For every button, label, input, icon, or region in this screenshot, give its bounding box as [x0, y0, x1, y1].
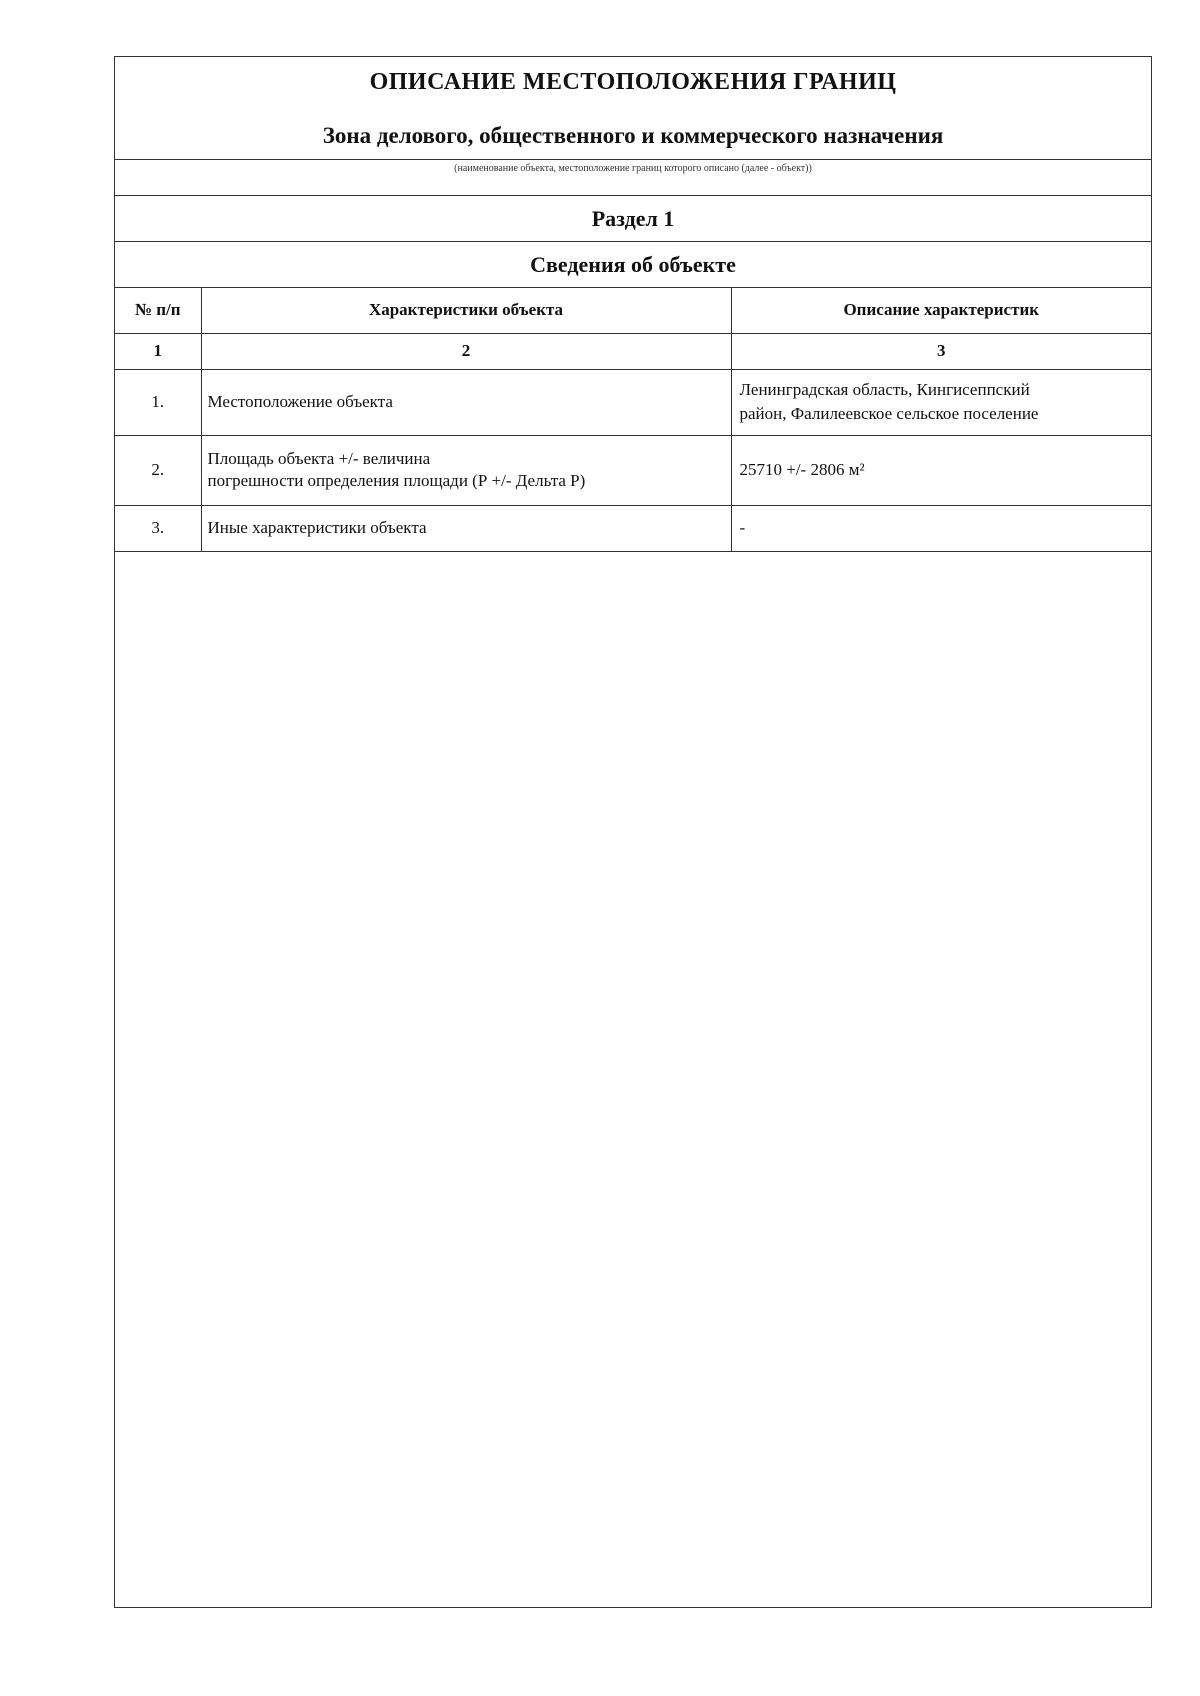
- section-title: Раздел 1: [115, 196, 1151, 242]
- row-num: 2.: [115, 435, 201, 505]
- row-description-line: район, Фалилеевское сельское поселение: [739, 404, 1039, 423]
- title-block: [115, 57, 1151, 160]
- row-description: -: [731, 505, 1151, 551]
- object-info-table: [115, 288, 1151, 552]
- table-row: [115, 435, 1151, 505]
- object-caption: (наименование объекта, местоположение границ которого описано (далее - объект)): [454, 163, 812, 174]
- document-page: [114, 56, 1152, 1608]
- row-characteristic-line: погрешности определения площади (Р +/- Дельта Р): [207, 471, 586, 490]
- row-description-line: Ленинградская область, Кингисеппский: [739, 380, 1030, 399]
- column-index-characteristic: 2: [201, 333, 731, 369]
- column-index-row: [115, 333, 1151, 369]
- row-num: 1.: [115, 369, 201, 435]
- row-characteristic: [201, 435, 731, 505]
- column-index-description: 3: [731, 333, 1151, 369]
- row-characteristic-line: Площадь объекта +/- величина: [207, 449, 431, 468]
- object-name: Зона делового, общественного и коммерческого назначения: [322, 123, 944, 148]
- header-num: № п/п: [115, 288, 201, 333]
- row-characteristic: Иные характеристики объекта: [201, 505, 731, 551]
- row-description: [731, 369, 1151, 435]
- table-header-row: [115, 288, 1151, 333]
- table-row: [115, 369, 1151, 435]
- column-index-num: 1: [115, 333, 201, 369]
- header-description: Описание характеристик: [731, 288, 1151, 333]
- row-num: 3.: [115, 505, 201, 551]
- section-subtitle: Сведения об объекте: [115, 242, 1151, 288]
- row-characteristic: Местоположение объекта: [201, 369, 731, 435]
- document-title: ОПИСАНИЕ МЕСТОПОЛОЖЕНИЯ ГРАНИЦ: [369, 69, 897, 95]
- header-characteristic: Характеристики объекта: [201, 288, 731, 333]
- table-row: [115, 505, 1151, 551]
- object-caption-row: [115, 160, 1151, 196]
- row-description: 25710 +/- 2806 м²: [731, 435, 1151, 505]
